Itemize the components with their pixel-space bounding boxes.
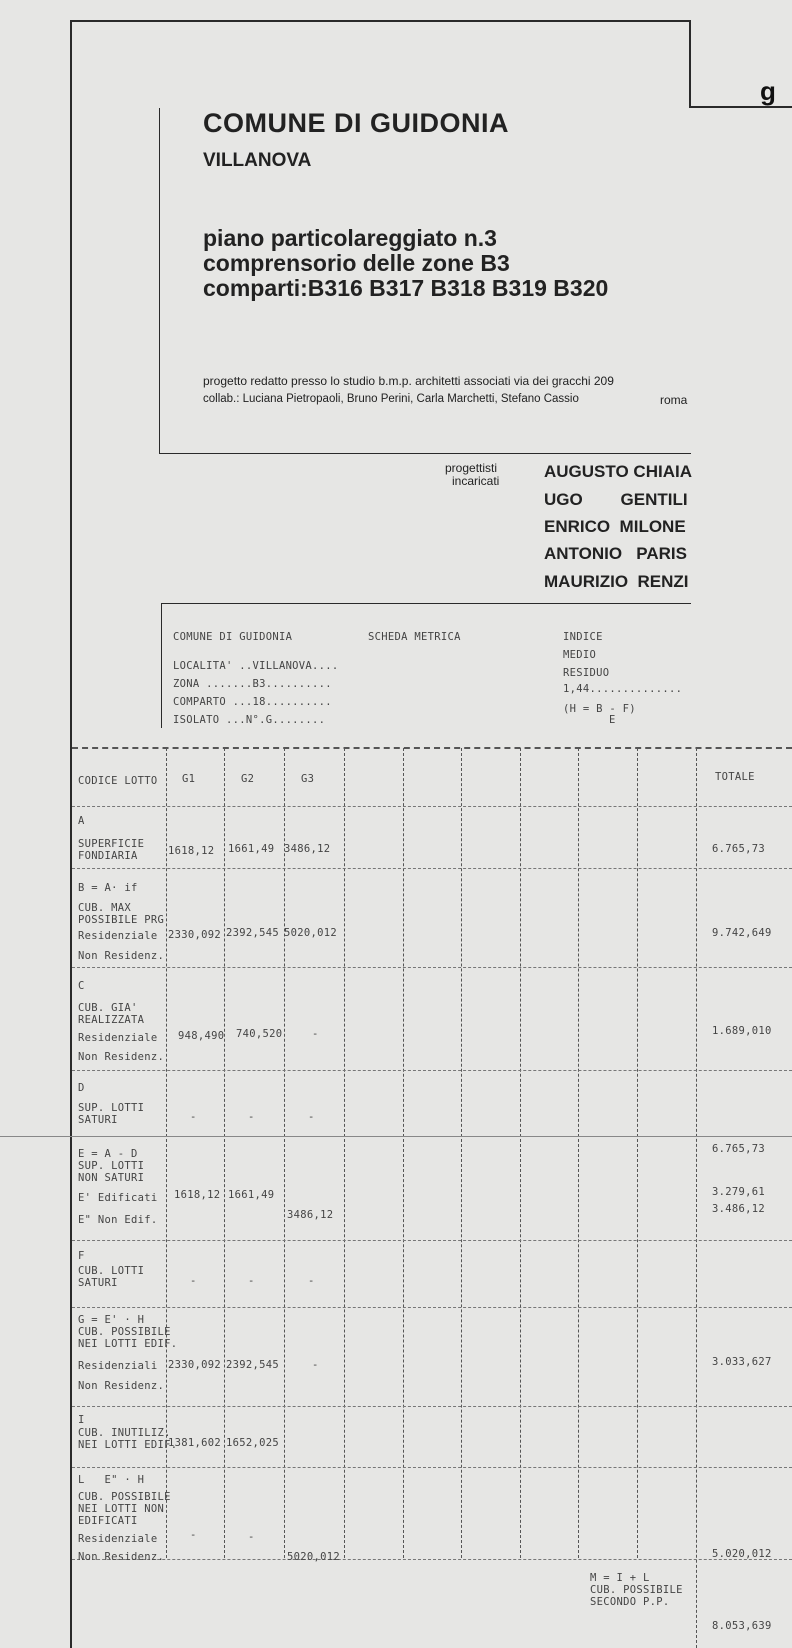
row-label: NEI LOTTI NON (78, 1503, 165, 1515)
cell-g1: 2330,092 (168, 1359, 221, 1371)
cell-g1: - (190, 1529, 197, 1541)
cell-g2: 1661,49 (228, 1189, 275, 1201)
sheet-letter: g (760, 76, 776, 106)
cell-g3: - (308, 1275, 315, 1287)
row-label: L E" · H (78, 1474, 145, 1486)
row-label: EDIFICATI (78, 1515, 138, 1527)
form-isolato: ISOLATO ...N°.G........ (173, 714, 326, 726)
cell-g2: 740,520 (236, 1028, 283, 1040)
cell-g3: 3486,12 (284, 843, 331, 855)
cell-g2: - (248, 1531, 255, 1543)
row-label: CUB. MAX (78, 902, 131, 914)
row-label: F (78, 1250, 85, 1262)
row-label: Non Residenz. (78, 1380, 165, 1392)
row-label: CUB. LOTTI (78, 1265, 145, 1277)
form-indice-l3: RESIDUO (563, 667, 610, 679)
col-divider (637, 748, 638, 1558)
designer-name: AUGUSTO CHIAIA (544, 462, 692, 481)
row-label: CUB. INUTILIZ. (78, 1427, 171, 1439)
form-indice-l1: INDICE (563, 631, 603, 643)
designers-label-1: progettisti (445, 461, 498, 475)
row-label: A (78, 815, 85, 827)
row-label: Residenziali (78, 1360, 158, 1372)
row-label: G = E' · H (78, 1314, 145, 1326)
cell-g3: 3486,12 (287, 1209, 334, 1221)
col-divider (578, 748, 579, 1558)
plan-line-3: comparti:B316 B317 B318 B319 B320 (203, 275, 609, 301)
form-scheda: SCHEDA METRICA (368, 631, 461, 643)
row-label: SATURI (78, 1277, 118, 1289)
title-block-left (159, 108, 160, 454)
col-divider (461, 748, 462, 1558)
locality-title: VILLANOVA (203, 150, 312, 171)
cell-g1: 1618,12 (174, 1189, 221, 1201)
cell-g1: - (190, 1275, 197, 1287)
row-label: D (78, 1082, 85, 1094)
cell-g2: 1661,49 (228, 843, 275, 855)
row-label: SUPERFICIE (78, 838, 145, 850)
cell-g2: - (248, 1111, 255, 1123)
form-indice-denominator: E (609, 714, 616, 726)
row-label: Non Residenz. (78, 1551, 165, 1563)
row-label: Non Residenz. (78, 950, 165, 962)
designers-label-2: incaricati (452, 474, 500, 488)
row-label: E' Edificati (78, 1192, 158, 1204)
cell-g1: 1381,602 (168, 1437, 221, 1449)
footer-formula: M = I + L (590, 1572, 650, 1584)
row-label: B = A· if (78, 882, 138, 894)
cell-total: 3.033,627 (712, 1356, 772, 1368)
cell-total: 1.689,010 (712, 1025, 772, 1037)
row-rule (72, 1307, 792, 1308)
row-label: REALIZZATA (78, 1014, 145, 1026)
footer-line-1: CUB. POSSIBILE (590, 1584, 683, 1596)
form-indice-value: 1,44.............. (563, 683, 683, 695)
row-rule (72, 1406, 792, 1407)
cell-g3: 5020,012 (287, 1551, 340, 1563)
form-comparto: COMPARTO ...18.......... (173, 696, 332, 708)
row-label: POSSIBILE PRG (78, 914, 165, 926)
row-label: E" Non Edif. (78, 1214, 158, 1226)
cell-total-edificati: 3.279,61 (712, 1186, 765, 1198)
cell-g3: 5020,012 (284, 927, 337, 939)
form-indice-l2: MEDIO (563, 649, 597, 661)
row-label: SUP. LOTTI (78, 1102, 145, 1114)
col-divider (344, 748, 345, 1558)
title-block-bottom (159, 453, 691, 454)
form-box-left (161, 603, 162, 728)
frame-right-upper (689, 20, 691, 108)
designer-name: ENRICO MILONE (544, 517, 686, 536)
cell-g3: - (312, 1359, 319, 1371)
designer-name: MAURIZIO RENZI (544, 572, 689, 591)
row-label: Non Residenz. (78, 1051, 165, 1063)
cell-g1: 1618,12 (168, 845, 215, 857)
col-header-g2: G2 (241, 773, 255, 785)
credit-line-1: progetto redatto presso lo studio b.m.p. architetti associati via dei gracchi 209 (203, 374, 614, 388)
row-label: NEI LOTTI EDIF. (78, 1439, 178, 1451)
form-box-top (161, 603, 691, 604)
designer-name: ANTONIO PARIS (544, 544, 687, 563)
plan-line-1: piano particolareggiato n.3 (203, 225, 497, 251)
frame-left (70, 20, 72, 1648)
footer-line-2: SECONDO P.P. (590, 1596, 670, 1608)
row-rule (72, 1467, 792, 1468)
credit-line-2: collab.: Luciana Pietropaoli, Bruno Perini, Carla Marchetti, Stefano Cassio (203, 393, 579, 405)
cell-g3: - (312, 1028, 319, 1040)
cell-g2: 1652,025 (226, 1437, 279, 1449)
form-comune: COMUNE DI GUIDONIA (173, 631, 293, 643)
row-label: CUB. POSSIBILE (78, 1326, 171, 1338)
row-label: E = A - D (78, 1148, 138, 1160)
row-rule (72, 1240, 792, 1241)
row-rule (72, 806, 792, 807)
row-label: C (78, 980, 85, 992)
row-rule (72, 1559, 792, 1560)
col-divider (284, 748, 285, 1558)
col-divider (224, 748, 225, 1558)
cell-total: 6.765,73 (712, 1143, 765, 1155)
cell-total-non-edif: 3.486,12 (712, 1203, 765, 1215)
col-header-total: TOTALE (715, 771, 755, 783)
row-label: Residenziale (78, 1032, 158, 1044)
credit-city: roma (660, 393, 688, 407)
cell-g2: 2392,545 (226, 1359, 279, 1371)
col-divider (520, 748, 521, 1558)
form-zona: ZONA .......B3.......... (173, 678, 332, 690)
row-label: Residenziale (78, 930, 158, 942)
frame-tab-rule (689, 106, 792, 108)
row-label: NEI LOTTI EDIF. (78, 1338, 178, 1350)
col-divider (403, 748, 404, 1558)
col-divider (696, 748, 697, 1648)
row-label: FONDIARIA (78, 850, 138, 862)
designer-name: UGO GENTILI (544, 490, 688, 509)
cell-g1: 948,490 (178, 1030, 225, 1042)
frame-top (70, 20, 691, 22)
form-indice-formula: (H = B - F) (563, 703, 636, 715)
row-label: SATURI (78, 1114, 118, 1126)
row-label: Residenziale (78, 1533, 158, 1545)
footer-total: 8.053,639 (712, 1620, 772, 1632)
cell-total: 9.742,649 (712, 927, 772, 939)
municipality-title: COMUNE DI GUIDONIA (203, 108, 509, 138)
row-label: CUB. POSSIBILE (78, 1491, 171, 1503)
cell-g1: - (190, 1111, 197, 1123)
col-header-g3: G3 (301, 773, 315, 785)
row-label: NON SATURI (78, 1172, 145, 1184)
row-rule (72, 1070, 792, 1071)
cell-g2: 2392,545 (226, 927, 279, 939)
col-header-label: CODICE LOTTO (78, 775, 158, 787)
cell-g1: 2330,092 (168, 929, 221, 941)
table-top-rule (72, 747, 792, 749)
row-label: I (78, 1414, 85, 1426)
row-rule (72, 967, 792, 968)
plan-line-2: comprensorio delle zone B3 (203, 250, 510, 276)
cell-g3: - (308, 1111, 315, 1123)
row-rule (72, 868, 792, 869)
cell-total: 5.020,012 (712, 1548, 772, 1560)
row-label: CUB. GIA' (78, 1002, 138, 1014)
cell-g2: - (248, 1275, 255, 1287)
row-rule-solid (0, 1136, 792, 1137)
row-label: SUP. LOTTI (78, 1160, 145, 1172)
form-localita: LOCALITA' ..VILLANOVA.... (173, 660, 339, 672)
col-header-g1: G1 (182, 773, 196, 785)
cell-total: 6.765,73 (712, 843, 765, 855)
